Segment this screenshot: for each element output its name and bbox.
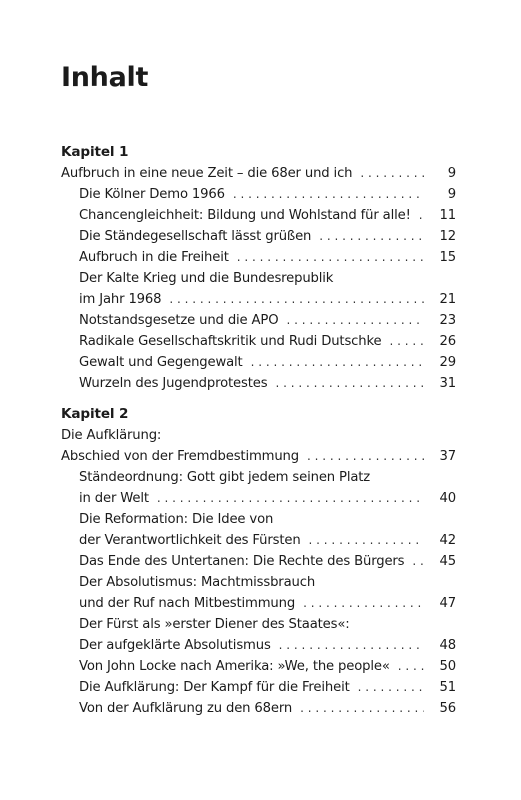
toc-page-number: 21: [439, 292, 456, 307]
toc-entry-title: Der aufgeklärte Absolutismus: [79, 638, 271, 653]
toc-entry-title: Der Absolutismus: Machtmissbrauch: [79, 575, 316, 590]
toc-entry-title: Radikale Gesellschaftskritik und Rudi Dutschke: [79, 334, 382, 349]
toc-entry-title: im Jahr 1968: [79, 292, 162, 307]
toc-subentry[interactable]: [61, 677, 456, 698]
dot-leader: [233, 184, 424, 205]
toc-page-number: 40: [439, 491, 456, 506]
dot-leader: [169, 289, 424, 310]
toc-subentry[interactable]: [61, 509, 456, 530]
toc-entry-title: Die Reformation: Die Idee von: [79, 512, 274, 527]
toc-page-number: 37: [439, 449, 456, 464]
dot-leader: [286, 310, 424, 331]
dot-leader: [412, 551, 424, 572]
toc-entry[interactable]: [61, 163, 456, 184]
dot-leader: [309, 530, 424, 551]
toc-subentry[interactable]: [61, 247, 456, 268]
toc-page-number: 48: [439, 638, 456, 653]
toc-subentry[interactable]: [61, 551, 456, 572]
toc-page-number: 9: [447, 166, 456, 181]
toc-entry-title: Wurzeln des Jugendprotestes: [79, 376, 268, 391]
dot-leader: [300, 698, 424, 719]
toc-page-number: 11: [439, 208, 456, 223]
toc-page-number: 47: [439, 596, 456, 611]
chapter-heading: Kapitel 2: [61, 406, 129, 422]
toc-subentry[interactable]: [61, 614, 456, 635]
toc-subentry[interactable]: [61, 530, 456, 551]
toc-subentry[interactable]: [61, 593, 456, 614]
toc-subentry[interactable]: [61, 289, 456, 310]
toc-page-number: 50: [439, 659, 456, 674]
toc-page-number: 56: [439, 701, 456, 716]
toc-entry-title: Notstandsgesetze und die APO: [79, 313, 279, 328]
toc-subentry[interactable]: [61, 656, 456, 677]
toc-entry-title: der Verantwortlichkeit des Fürsten: [79, 533, 301, 548]
toc-entry-title: Aufbruch in eine neue Zeit – die 68er und ich: [61, 166, 353, 181]
toc-subentry[interactable]: [61, 373, 456, 394]
toc-page-number: 9: [447, 187, 456, 202]
dot-leader: [157, 488, 424, 509]
dot-leader: [307, 446, 424, 467]
toc-entry-title: Von John Locke nach Amerika: »We, the people«: [79, 659, 390, 674]
toc-page-number: 29: [439, 355, 456, 370]
dot-leader: [360, 163, 424, 184]
toc-subentry[interactable]: [61, 205, 456, 226]
dot-leader: [251, 352, 424, 373]
chapter-section: [61, 404, 456, 719]
dot-leader: [398, 656, 424, 677]
toc-subentry[interactable]: [61, 184, 456, 205]
dot-leader: [419, 205, 424, 226]
toc-entry[interactable]: [61, 446, 456, 467]
toc-page-number: 51: [439, 680, 456, 695]
dot-leader: [275, 373, 424, 394]
toc-subentry[interactable]: [61, 467, 456, 488]
page-title: Inhalt: [61, 62, 149, 93]
toc-page-number: 23: [439, 313, 456, 328]
toc-entry-title: Aufbruch in die Freiheit: [79, 250, 229, 265]
toc-entry-title: Ständeordnung: Gott gibt jedem seinen Platz: [79, 470, 371, 485]
toc-subentry[interactable]: [61, 310, 456, 331]
toc-entry-title: Abschied von der Fremdbestimmung: [61, 449, 299, 464]
toc-entry-title: Gewalt und Gegengewalt: [79, 355, 243, 370]
toc-page-number: 12: [439, 229, 456, 244]
toc-entry-title: Die Kölner Demo 1966: [79, 187, 225, 202]
dot-leader: [389, 331, 424, 352]
toc-subentry[interactable]: [61, 226, 456, 247]
toc-page-number: 15: [439, 250, 456, 265]
toc-subentry[interactable]: [61, 352, 456, 373]
toc-entry-title: Der Kalte Krieg und die Bundesrepublik: [79, 271, 334, 286]
table-of-contents: [61, 142, 456, 719]
toc-page-number: 42: [439, 533, 456, 548]
toc-page-number: 31: [439, 376, 456, 391]
toc-entry-title: und der Ruf nach Mitbestimmung: [79, 596, 296, 611]
toc-subentry[interactable]: [61, 572, 456, 593]
toc-entry-title: Der Fürst als »erster Diener des Staates«:: [79, 617, 350, 632]
toc-subentry[interactable]: [61, 268, 456, 289]
chapter-section: [61, 142, 456, 394]
dot-leader: [279, 635, 424, 656]
toc-subentry[interactable]: [61, 331, 456, 352]
toc-page-number: 26: [439, 334, 456, 349]
toc-entry-title: Die Ständegesellschaft lässt grüßen: [79, 229, 312, 244]
dot-leader: [319, 226, 424, 247]
toc-entry-title: Die Aufklärung:: [61, 428, 162, 443]
toc-entry-title: Das Ende des Untertanen: Die Rechte des Bürgers: [79, 554, 405, 569]
dot-leader: [358, 677, 424, 698]
toc-subentry[interactable]: [61, 635, 456, 656]
toc-entry-title: Von der Aufklärung zu den 68ern: [79, 701, 293, 716]
toc-page-number: 45: [439, 554, 456, 569]
toc-subentry[interactable]: [61, 488, 456, 509]
toc-entry-title: Chancengleichheit: Bildung und Wohlstand für alle!: [79, 208, 411, 223]
toc-entry-title: Die Aufklärung: Der Kampf für die Freiheit: [79, 680, 350, 695]
chapter-gap: [61, 394, 456, 404]
chapter-heading: Kapitel 1: [61, 144, 129, 160]
toc-entry[interactable]: [61, 425, 456, 446]
toc-subentry[interactable]: [61, 698, 456, 719]
toc-entry-title: in der Welt: [79, 491, 149, 506]
dot-leader: [303, 593, 424, 614]
dot-leader: [237, 247, 424, 268]
